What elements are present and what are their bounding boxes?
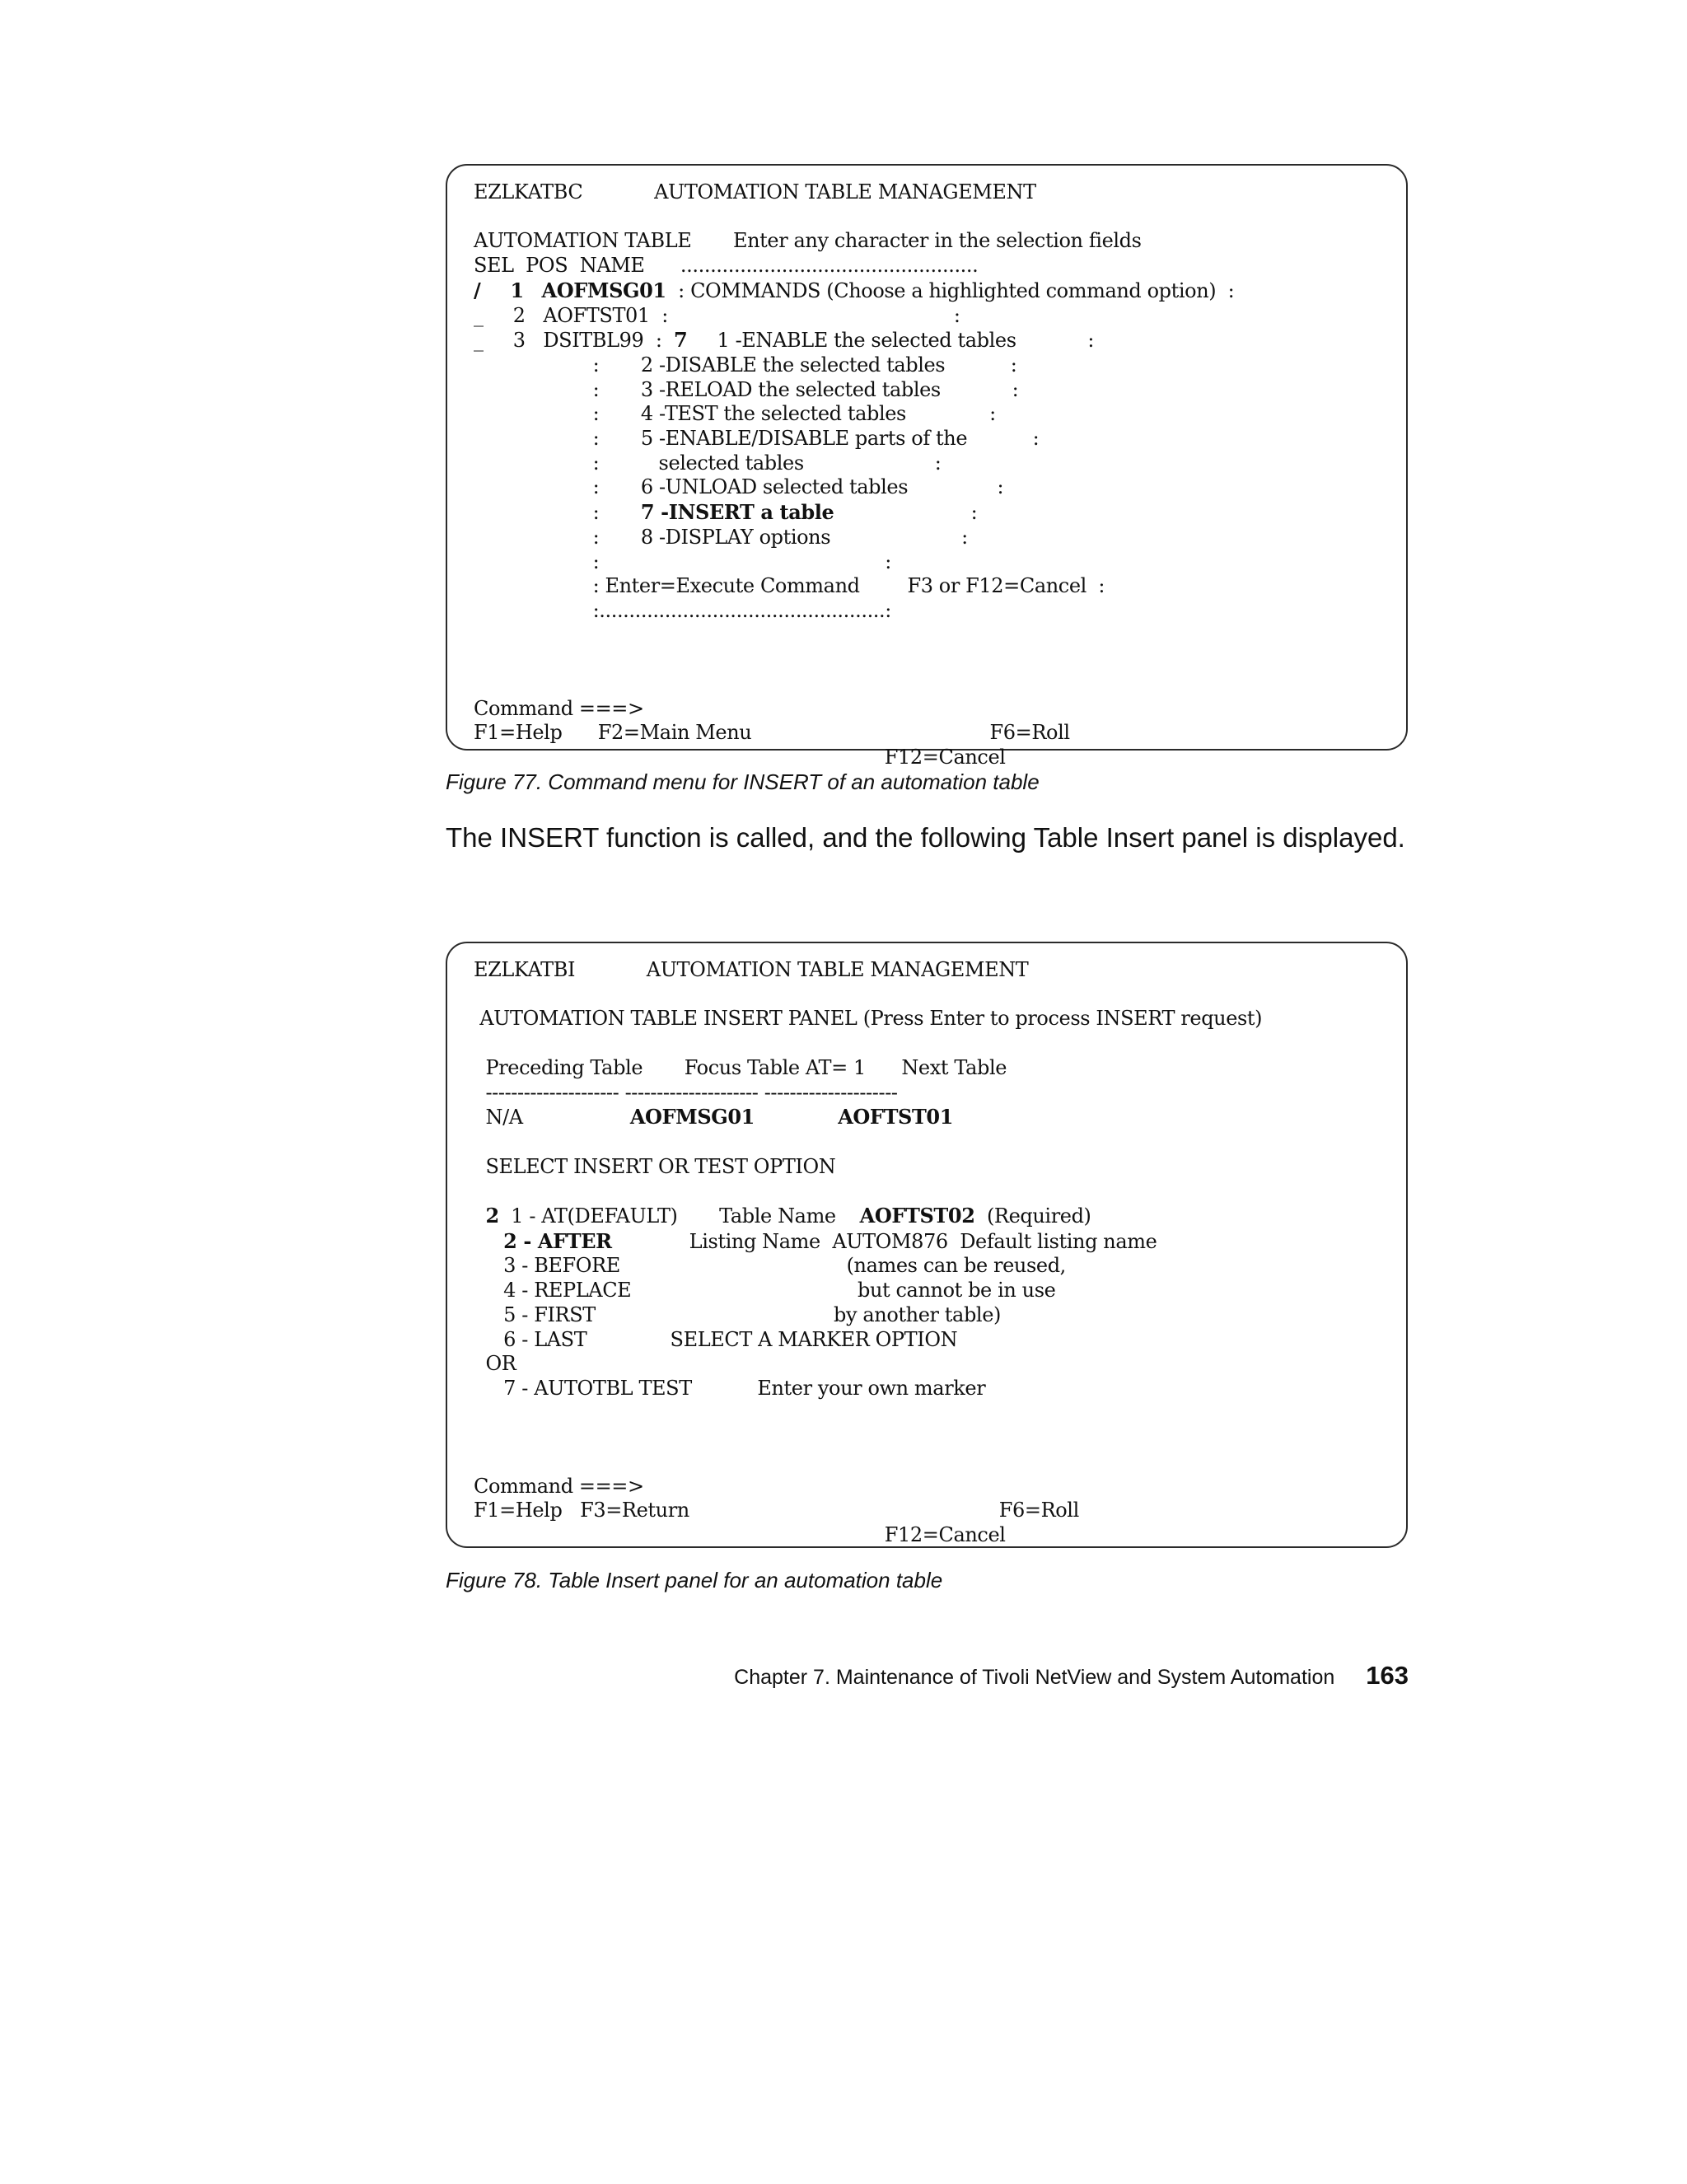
row-name: DSITBL99 <box>543 329 644 353</box>
command-option[interactable]: 7 -INSERT a table <box>640 500 834 525</box>
insert-option[interactable]: 6 - LAST <box>503 1327 587 1351</box>
option-input-field[interactable]: 2 <box>485 1204 499 1228</box>
panel-title: AUTOMATION TABLE MANAGEMENT <box>654 180 1036 203</box>
f12-cancel-key[interactable]: F12=Cancel <box>884 1523 1006 1547</box>
command-prompt[interactable]: Command ===> <box>474 696 644 720</box>
command-option[interactable]: 2 -DISABLE the selected tables <box>640 353 946 376</box>
row-sel-field[interactable]: / <box>474 278 481 302</box>
command-option[interactable]: 4 -TEST the selected tables <box>640 402 906 426</box>
section-label: AUTOMATION TABLE <box>474 229 692 253</box>
command-option[interactable]: 5 -ENABLE/DISABLE parts of the <box>640 427 968 451</box>
command-option[interactable]: 8 -DISPLAY options <box>640 525 831 549</box>
page-footer <box>734 1661 1409 1691</box>
col-name-header: NAME <box>579 254 645 278</box>
table-name-label: Table Name <box>719 1204 836 1228</box>
f1-help-key[interactable]: F1=Help <box>474 1499 563 1522</box>
test-option[interactable]: 7 - AUTOTBL TEST <box>503 1376 692 1400</box>
focus-table-header: Focus Table AT= 1 <box>684 1055 866 1079</box>
command-option-cont: selected tables <box>640 451 804 475</box>
marker-input-hint[interactable]: Enter your own marker <box>757 1376 986 1400</box>
f12-cancel-key[interactable]: F12=Cancel <box>884 746 1006 769</box>
panel-title: AUTOMATION TABLE MANAGEMENT <box>646 958 1029 981</box>
listing-name-label: Listing Name <box>689 1229 820 1253</box>
panel-id: EZLKATBC <box>474 180 583 203</box>
instruction-text: Enter any character in the selection fields <box>732 229 1142 253</box>
figure-78-caption: Figure 78. Table Insert panel for an automation table <box>446 1568 943 1592</box>
f6-roll-key[interactable]: F6=Roll <box>998 1499 1079 1522</box>
enter-execute-key[interactable]: Enter=Execute Command <box>605 574 860 598</box>
cancel-key[interactable]: F3 or F12=Cancel <box>907 574 1087 598</box>
row-pos: 1 <box>510 278 524 302</box>
table-name-field[interactable]: AOFTST02 <box>859 1204 975 1228</box>
command-option[interactable]: 3 -RELOAD the selected tables <box>640 377 941 401</box>
required-label: (Required) <box>986 1204 1091 1228</box>
insert-option[interactable]: 2 - AFTER <box>503 1228 612 1253</box>
or-label: OR <box>485 1352 516 1376</box>
f3-return-key[interactable]: F3=Return <box>580 1499 689 1522</box>
preceding-table-value: N/A <box>485 1106 523 1129</box>
row-sel-field[interactable]: _ <box>474 303 484 327</box>
listing-note: but cannot be in use <box>851 1279 1056 1302</box>
command-input-field[interactable]: 7 <box>674 328 688 353</box>
next-table-header: Next Table <box>901 1055 1007 1079</box>
preceding-table-header: Preceding Table <box>485 1055 643 1079</box>
row-name: AOFMSG01 <box>541 278 666 302</box>
insert-option[interactable]: 3 - BEFORE <box>503 1254 620 1278</box>
listing-name-field[interactable]: AUTOM876 <box>832 1229 948 1253</box>
figure-78-screen <box>446 942 1408 1548</box>
row-name: AOFTST01 <box>543 303 650 327</box>
figure-77-terminal: EZLKATBC AUTOMATION TABLE MANAGEMENT AUTOMATION TABLE Enter any character in the selection fields SEL POS NAME .................................................. / 1 AOFMSG01 : COMMANDS (Choose a highlighted command option) : _ 2 AOFTST01 : : _ 3 DSITBL99 : 7 1 -ENABLE the selected tables : : 2 -DISABLE the selected tables : : 3 -RELOAD the selected tables : : 4 -TEST the selected tables : : 5 -ENABLE/DISABLE parts of the : : selected tables : : 6 -UNLOAD selected tables : : 7 -INSERT a table : : 8 -DISPLAY options : : : : Enter=Execute Command F3 or F12=Cancel : :................................................: Command ===> F1=Help F2=Main Menu F6=Roll F12=Cancel <box>474 180 1235 769</box>
f2-main-menu-key[interactable]: F2=Main Menu <box>597 721 752 745</box>
listing-note: Default listing name <box>960 1229 1157 1253</box>
figure-77-screen <box>446 164 1408 769</box>
command-option[interactable]: 1 -ENABLE the selected tables <box>717 329 1016 353</box>
listing-note: (names can be reused, <box>846 1254 1066 1278</box>
insert-option[interactable]: 5 - FIRST <box>503 1302 596 1326</box>
body-paragraph: The INSERT function is called, and the following Table Insert panel is displayed. <box>446 822 1405 853</box>
command-option[interactable]: 6 -UNLOAD selected tables <box>640 475 909 499</box>
footer-chapter-title: Chapter 7. Maintenance of Tivoli NetView and System Automation <box>734 1666 1335 1689</box>
panel-id: EZLKATBI <box>474 958 576 981</box>
f6-roll-key[interactable]: F6=Roll <box>989 721 1070 745</box>
next-table-value: AOFTST01 <box>838 1105 954 1129</box>
row-sel-field[interactable]: _ <box>474 329 484 353</box>
f1-help-key[interactable]: F1=Help <box>474 721 563 745</box>
col-sel-header: SEL <box>474 254 514 278</box>
panel-subtitle: AUTOMATION TABLE INSERT PANEL (Press Enter to process INSERT request) <box>479 1007 1263 1031</box>
select-option-label: SELECT INSERT OR TEST OPTION <box>485 1154 836 1178</box>
row-pos: 2 <box>512 303 526 327</box>
focus-table-value: AOFMSG01 <box>629 1105 755 1129</box>
commands-header: COMMANDS (Choose a highlighted command option) <box>690 278 1217 302</box>
row-pos: 3 <box>512 329 526 353</box>
insert-option[interactable]: 1 - AT(DEFAULT) <box>511 1204 678 1228</box>
col-pos-header: POS <box>526 254 568 278</box>
listing-note: by another table) <box>827 1302 1001 1326</box>
page-number: 163 <box>1366 1661 1409 1690</box>
figure-77-caption: Figure 77. Command menu for INSERT of an automation table <box>446 769 1040 794</box>
marker-option-label: SELECT A MARKER OPTION <box>670 1327 958 1351</box>
command-prompt[interactable]: Command ===> <box>474 1474 644 1498</box>
figure-78-terminal: EZLKATBI AUTOMATION TABLE MANAGEMENT AUTOMATION TABLE INSERT PANEL (Press Enter to process INSERT request) Preceding Table Focus Table AT= 1 Next Table --------------------- --------------------- --------------------- N/A AOFMSG01 AOFTST01 SELECT INSERT OR TEST OPTION 2 1 - AT(DEFAULT) Table Name AOFTST02 (Required) 2 - AFTER Listing Name AUTOM876 Default listing name 3 - BEFORE (names can be reused, 4 - REPLACE but cannot be in use 5 - FIRST by another table) 6 - LAST SELECT A MARKER OPTION OR 7 - AUTOTBL TEST Enter your own marker Command ===> F1=Help F3=Return F6=Roll F12=Cancel <box>474 958 1263 1547</box>
insert-option[interactable]: 4 - REPLACE <box>503 1279 632 1302</box>
